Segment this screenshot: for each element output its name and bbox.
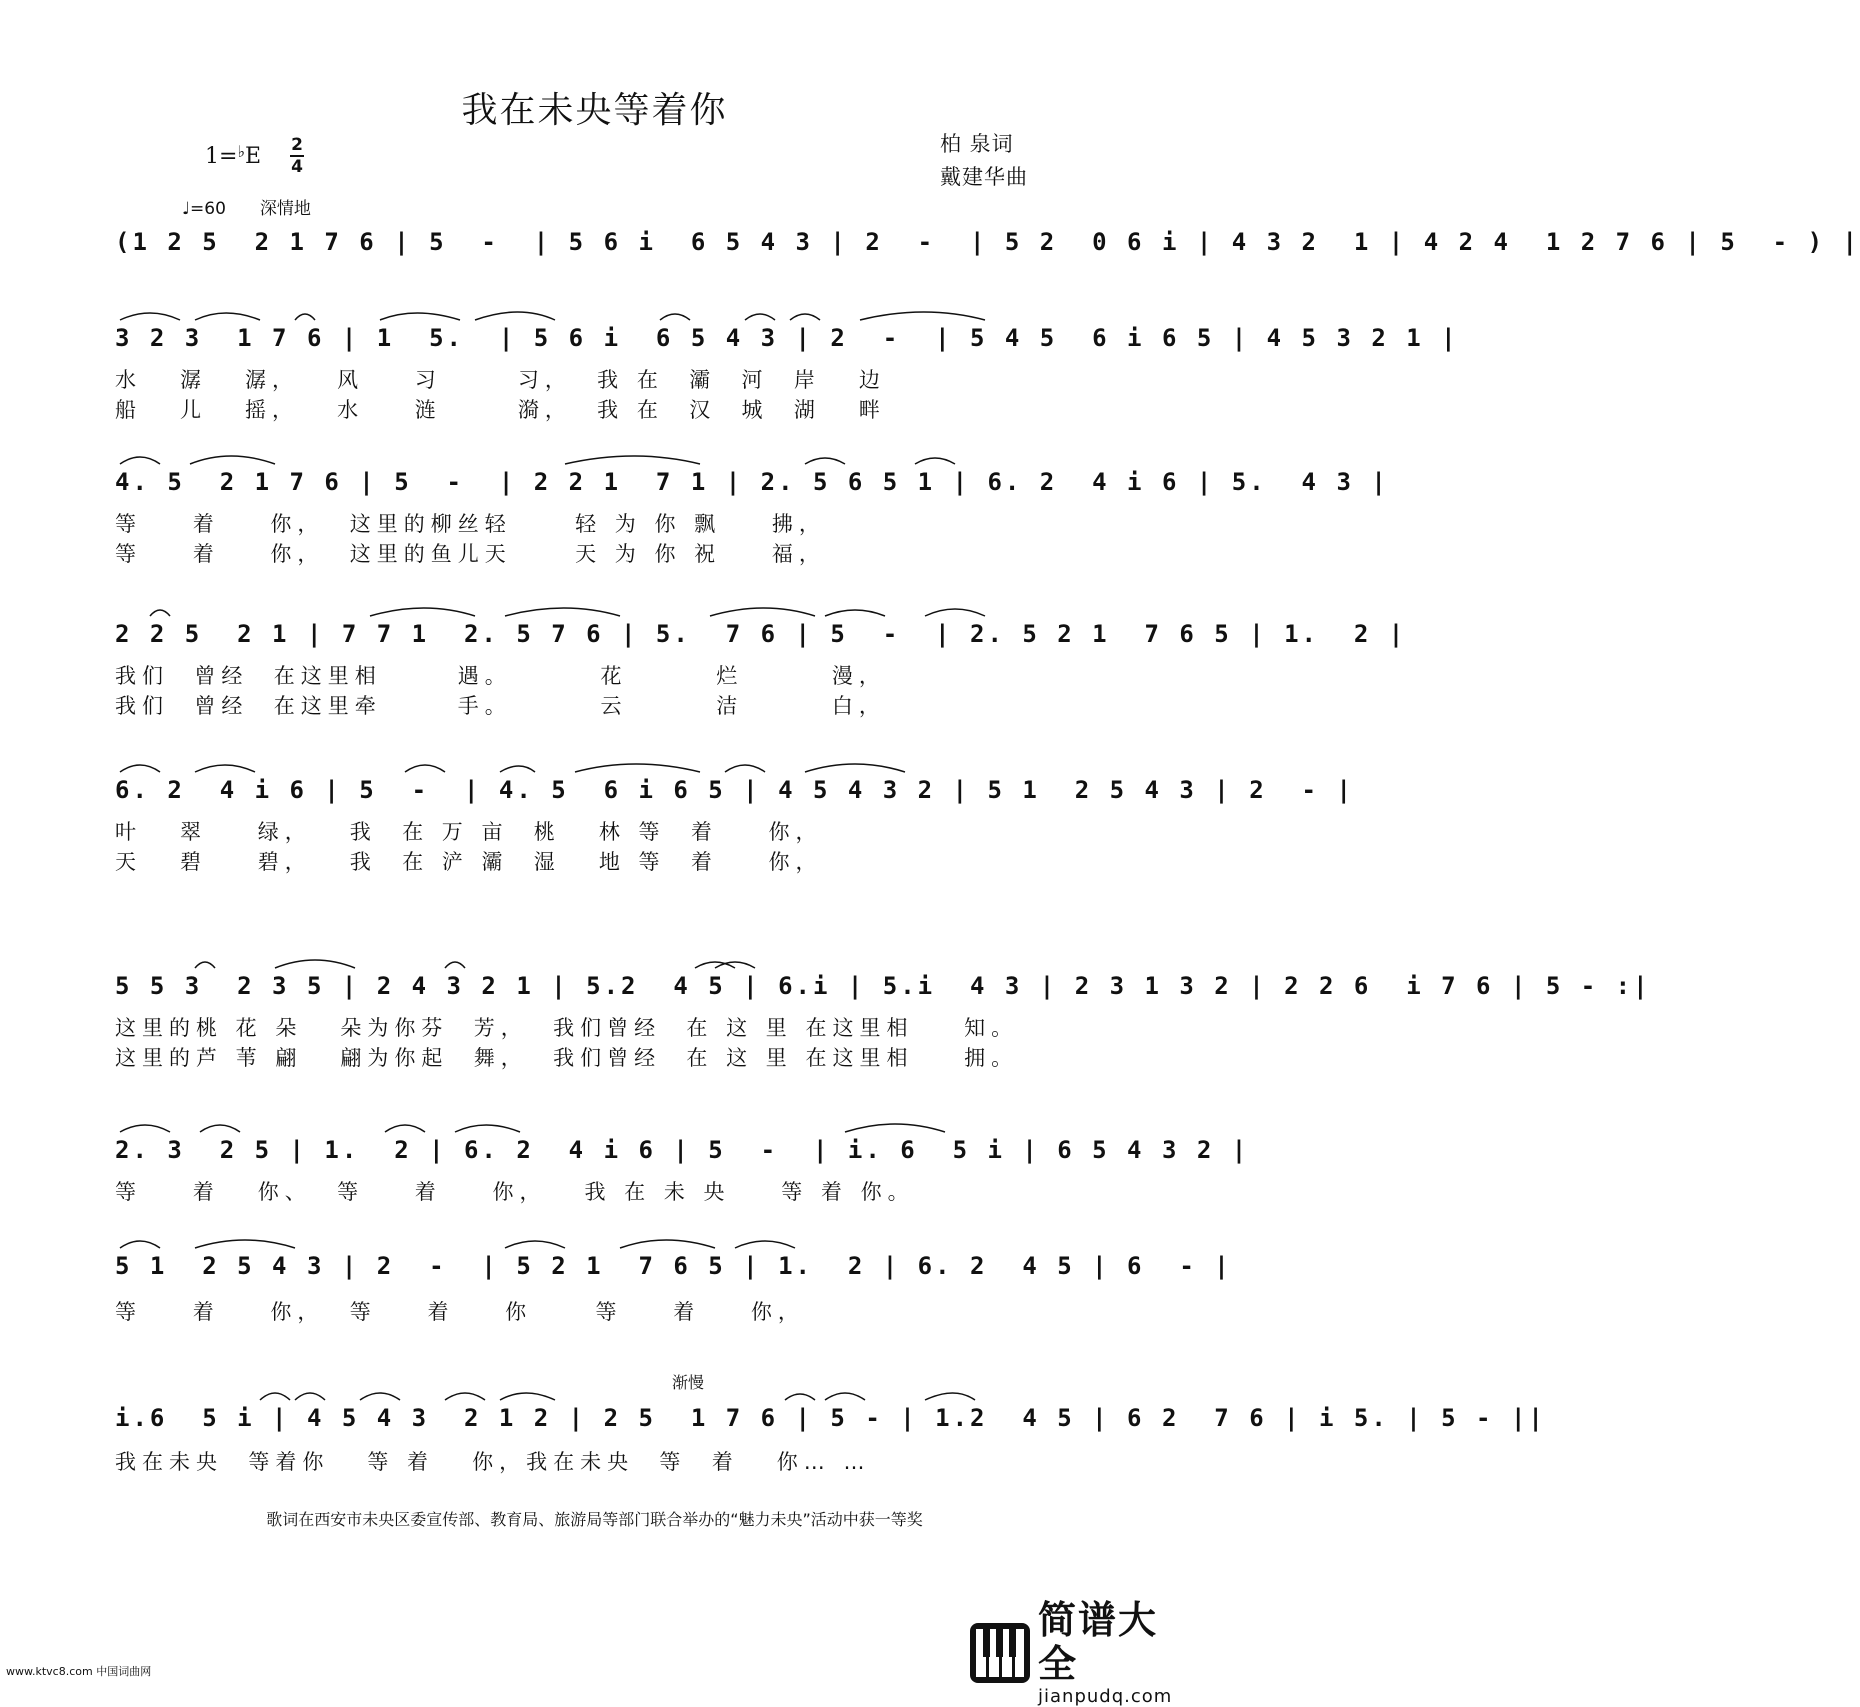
lyric-verse-1: 等 着 你、 等 着 你， 我 在 未 央 等 着 你。: [115, 1180, 915, 1204]
lyric-verse-2: 这里的芦 苇 翩 翩为你起 舞， 我们曾经 在 这 里 在这里相 拥。: [115, 1046, 1019, 1070]
notation-line: [115, 1130, 1250, 1178]
notation-line: [115, 318, 1459, 366]
key-prefix: 1=: [205, 144, 238, 169]
lyric-verse-1: 我们 曾经 在这里相 遇。 花 烂 漫，: [115, 664, 886, 688]
lyric-verse-2: 船 儿 摇， 水 涟 漪， 我 在 汉 城 湖 畔: [115, 398, 886, 422]
note-numbers: 5 1 2 5 4 3 | 2 - | 5 2 1 7 6 5 | 1. 2 | 6. 2 4 5 | 6 - |: [115, 1252, 1232, 1280]
lyric-verse-1: 等 着 你， 等 着 你 等 着 你，: [115, 1300, 805, 1324]
lyric-verse-1: 我在未央 等着你 等 着 你，我在未央 等 着 你… …: [115, 1450, 871, 1474]
composer: 戴建华曲: [940, 165, 1028, 189]
slur-marks: [115, 448, 1075, 468]
time-signature: [290, 136, 304, 176]
note-numbers: i.6 5 i | 4 5 4 3 2 1 2 | 2 5 1 7 6 | 5 - | 1.2 4 5 | 6 2 7 6 | i 5. | 5 - ||: [115, 1404, 1546, 1432]
lyric-verse-1: 等 着 你， 这里的柳丝轻 轻 为 你 飘 拂，: [115, 512, 826, 536]
time-top: 2: [291, 135, 303, 155]
key-signature: [205, 142, 261, 169]
expression-mark: 深情地: [259, 199, 311, 219]
lyric-verse-1: 这里的桃 花 朵 朵为你芬 芳， 我们曾经 在 这 里 在这里相 知。: [115, 1016, 1019, 1040]
piano-keys-icon: [968, 1621, 1032, 1685]
lyric-verse-1: 叶 翠 绿， 我 在 万 亩 桃 林 等 着 你，: [115, 820, 823, 844]
note-numbers: 5 5 3 2 3 5 | 2 4 3 2 1 | 5.2 4 5 | 6.i | 5.i 4 3 | 2 3 1 3 2 | 2 2 6 i 7 6 | 5 - :|: [115, 972, 1651, 1000]
notation-line: [115, 966, 1651, 1014]
note-numbers: 2. 3 2 5 | 1. 2 | 6. 2 4 i 6 | 5 - | i. 6 5 i | 6 5 4 3 2 |: [115, 1136, 1250, 1164]
notation-line: [115, 770, 1354, 818]
tempo-value: ♩=60: [182, 199, 226, 219]
notation-line: [115, 1246, 1232, 1294]
lyric-verse-2: 天 碧 碧， 我 在 浐 灞 湿 地 等 着 你，: [115, 850, 823, 874]
notation-line: [115, 222, 1860, 270]
slur-marks: [115, 1384, 1075, 1404]
key-note: E: [244, 144, 262, 169]
notation-line: [115, 1398, 1546, 1446]
slur-marks: [115, 304, 1075, 324]
brand-logo: [968, 1598, 1189, 1707]
note-numbers: 6. 2 4 i 6 | 5 - | 4. 5 6 i 6 5 | 4 5 4 3 2 | 5 1 2 5 4 3 | 2 - |: [115, 776, 1354, 804]
lyricist: 柏 泉词: [940, 132, 1014, 156]
note-numbers: 4. 5 2 1 7 6 | 5 - | 2 2 1 7 1 | 2. 5 6 5 1 | 6. 2 4 i 6 | 5. 4 3 |: [115, 468, 1389, 496]
tempo-mark: [182, 194, 311, 219]
brand-url: jianpudq.com: [1038, 1686, 1173, 1707]
award-note: 歌词在西安市未央区委宣传部、教育局、旅游局等部门联合举办的“魅力未央”活动中获一等奖: [266, 1510, 923, 1529]
flat-icon: ♭: [237, 142, 245, 161]
brand-name: 简谱大全: [1038, 1598, 1159, 1686]
source-watermark: www.ktvc8.com 中国词曲网: [6, 1665, 152, 1678]
notation-line: [115, 614, 1407, 662]
time-bottom: 4: [291, 157, 303, 177]
slur-marks: [115, 600, 1075, 620]
tempo-change-mark: 渐慢: [672, 1373, 705, 1392]
note-numbers: (1 2 5 2 1 7 6 | 5 - | 5 6 i 6 5 4 3 | 2 - | 5 2 0 6 i | 4 3 2 1 | 4 2 4 1 2 7 6 | 5 - ) |: [115, 228, 1860, 256]
credits: [940, 128, 1028, 194]
lyric-verse-1: 水 潺 潺， 风 习 习， 我 在 灞 河 岸 边: [115, 368, 886, 392]
note-numbers: 2 2 5 2 1 | 7 7 1 2. 5 7 6 | 5. 7 6 | 5 - | 2. 5 2 1 7 6 5 | 1. 2 |: [115, 620, 1407, 648]
slur-marks: [115, 952, 1075, 972]
slur-marks: [115, 756, 1075, 776]
song-title: 我在未央等着你: [461, 90, 728, 131]
slur-marks: [115, 1116, 1075, 1136]
notation-line: [115, 462, 1389, 510]
note-numbers: 3 2 3 1 7 6 | 1 5. | 5 6 i 6 5 4 3 | 2 - | 5 4 5 6 i 6 5 | 4 5 3 2 1 |: [115, 324, 1459, 352]
lyric-verse-2: 等 着 你， 这里的鱼儿天 天 为 你 祝 福，: [115, 542, 826, 566]
slur-marks: [115, 1232, 1075, 1252]
lyric-verse-2: 我们 曾经 在这里牵 手。 云 洁 白，: [115, 694, 886, 718]
